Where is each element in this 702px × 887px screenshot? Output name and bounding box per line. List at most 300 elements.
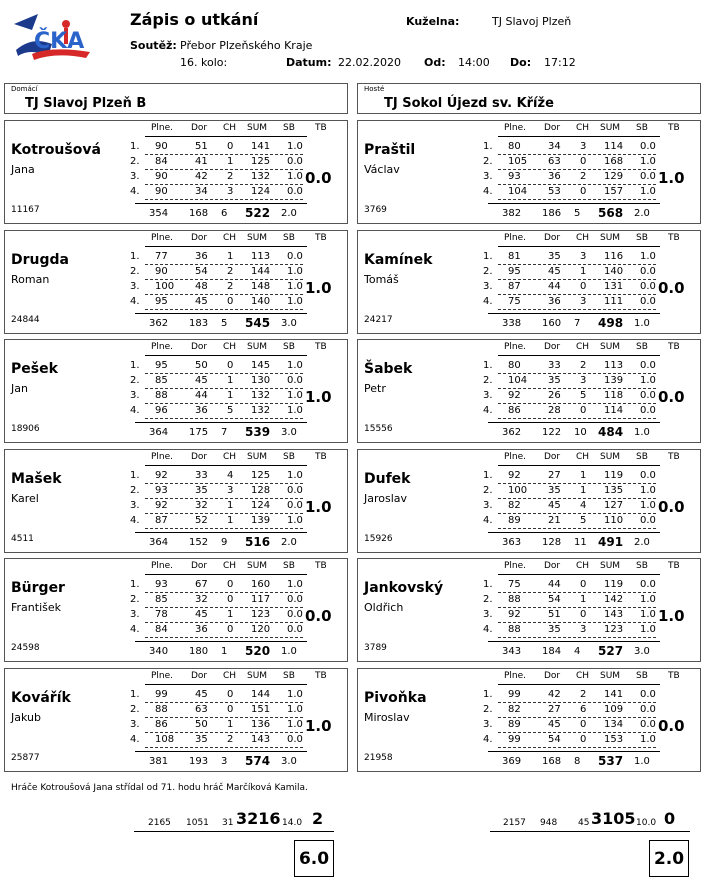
row-cell: 1.0 [640,734,656,745]
row-cell: 123 [251,609,271,620]
row-number: 1. [483,251,493,262]
sum-line [488,313,660,314]
row-separator [145,513,303,514]
row-cell: 124 [251,186,271,197]
row-separator [498,403,656,404]
throw-row [5,719,345,733]
row-cell: 36 [548,171,561,182]
row-cell: 4 [227,470,234,481]
throw-row [5,734,345,748]
player-total-cell: 7 [574,318,581,329]
row-separator [498,717,656,718]
row-cell: 6 [580,704,587,715]
row-cell: 127 [604,500,624,511]
player-total-cell: 3.0 [281,427,297,438]
column-header: SB [636,561,648,571]
player-total-cell: 338 [502,318,522,329]
column-header: SUM [247,342,268,352]
throw-row [358,390,698,404]
cka-logo [12,10,94,62]
row-cell: 0 [580,156,587,167]
throw-row [358,689,698,703]
column-header: Dor [544,233,561,243]
player-total-cell: 152 [189,537,209,548]
row-cell: 93 [155,485,168,496]
row-cell: 128 [251,485,271,496]
player-total-cell: 1 [221,646,228,657]
player-total-cell: 382 [502,208,522,219]
throw-row [358,485,698,499]
row-cell: 80 [508,360,521,371]
row-cell: 92 [508,390,521,401]
throw-row [5,704,345,718]
throw-row [5,390,345,404]
row-cell: 0.0 [287,485,303,496]
player-tb: 0.0 [658,279,685,297]
row-cell: 0.0 [640,515,656,526]
row-cell: 88 [508,624,521,635]
player-total-cell: 184 [542,646,562,657]
row-cell: 2 [580,360,587,371]
header-line [145,136,307,137]
column-header: TB [668,342,680,352]
row-number: 2. [130,375,140,386]
player-total-cell: 537 [598,754,624,768]
home-total-sb: 14.0 [282,818,303,828]
throw-row [5,624,345,638]
row-cell: 84 [155,156,168,167]
player-total-cell: 183 [189,318,209,329]
sum-line [488,751,660,752]
row-cell: 90 [155,171,168,182]
row-number: 1. [483,470,493,481]
away-team-box [357,83,701,114]
row-cell: 144 [251,266,271,277]
row-number: 4. [130,624,140,635]
row-number: 4. [130,515,140,526]
player-total-cell: 354 [149,208,169,219]
column-header: SB [636,671,648,681]
column-header: Dor [544,671,561,681]
row-cell: 45 [548,266,561,277]
row-separator [498,498,656,499]
row-cell: 35 [195,485,208,496]
throw-row [5,375,345,389]
row-cell: 95 [508,266,521,277]
row-separator [498,154,656,155]
player-total-cell: 7 [221,427,228,438]
player-surname: Bürger [11,580,65,596]
row-cell: 63 [548,156,561,167]
row-cell: 75 [508,579,521,590]
row-cell: 120 [251,624,271,635]
row-number: 4. [130,186,140,197]
player-first-name: Oldřich [364,601,404,614]
player-total-cell: 128 [542,537,562,548]
row-separator [145,717,303,718]
row-cell: 0.0 [287,156,303,167]
player-box [357,558,701,662]
row-cell: 125 [251,156,271,167]
player-first-name: Karel [11,492,39,505]
row-cell: 1 [227,251,234,262]
row-cell: 1.0 [287,171,303,182]
player-total-cell: 364 [149,537,169,548]
row-number: 3. [130,171,140,182]
row-cell: 45 [195,689,208,700]
player-tb: 1.0 [305,717,332,735]
row-cell: 105 [508,156,528,167]
player-surname: Mašek [11,471,62,487]
column-header: SUM [600,342,621,352]
row-cell: 3 [580,624,587,635]
player-tb: 1.0 [305,388,332,406]
column-header: Dor [544,342,561,352]
player-surname: Drugda [11,252,69,268]
column-header: Dor [191,233,208,243]
player-box [4,668,348,772]
row-cell: 34 [548,141,561,152]
player-total-cell: 5 [221,318,228,329]
column-header: SB [283,123,295,133]
row-separator [145,294,303,295]
row-cell: 1 [227,375,234,386]
sum-line [135,313,307,314]
player-box [4,120,348,224]
row-cell: 129 [604,171,624,182]
player-surname: Dufek [364,471,411,487]
row-cell: 113 [251,251,271,262]
throw-row [358,251,698,265]
throw-row [5,251,345,265]
row-cell: 1.0 [287,689,303,700]
end-value: 17:12 [544,56,576,69]
row-cell: 81 [508,251,521,262]
row-cell: 1 [580,485,587,496]
row-cell: 135 [604,485,624,496]
row-separator [498,388,656,389]
row-cell: 134 [604,719,624,730]
row-cell: 111 [604,296,624,307]
player-total-cell: 3.0 [281,318,297,329]
row-cell: 1 [580,266,587,277]
sum-line [135,641,307,642]
row-cell: 117 [251,594,271,605]
row-separator [145,373,303,374]
row-number: 4. [483,186,493,197]
home-team-name: TJ Slavoj Plzeň B [25,96,147,111]
row-cell: 92 [155,500,168,511]
player-total-cell: 574 [245,754,271,768]
row-cell: 92 [508,609,521,620]
column-header: SB [283,342,295,352]
player-box [357,230,701,334]
row-separator [145,483,303,484]
player-total-cell: 527 [598,644,624,658]
row-separator [145,418,303,419]
row-cell: 1 [227,515,234,526]
home-total-ch: 31 [222,818,234,828]
column-header: CH [223,233,237,243]
row-cell: 88 [155,390,168,401]
column-header: CH [576,671,590,681]
throw-row [5,281,345,295]
row-cell: 148 [251,281,271,292]
player-total-cell: 381 [149,756,169,767]
home-label: Domácí [11,85,38,93]
row-number: 2. [130,266,140,277]
column-header: Dor [544,452,561,462]
row-number: 1. [130,141,140,152]
column-header: SB [636,123,648,133]
row-cell: 88 [155,704,168,715]
player-total-cell: 2.0 [281,208,297,219]
column-header: CH [223,342,237,352]
throw-row [358,156,698,170]
throw-row [5,266,345,280]
column-header: Dor [191,561,208,571]
row-number: 3. [483,500,493,511]
player-total-cell: 340 [149,646,169,657]
row-cell: 0 [580,609,587,620]
player-total-cell: 1.0 [634,318,650,329]
row-cell: 3 [580,375,587,386]
row-number: 3. [483,609,493,620]
column-header: CH [576,123,590,133]
header-line [498,574,660,575]
column-header: Dor [191,452,208,462]
home-total-line [134,831,334,832]
player-total-cell: 11 [574,537,587,548]
row-separator [145,498,303,499]
player-total-cell: 168 [189,208,209,219]
row-cell: 28 [548,405,561,416]
player-id: 15556 [364,424,393,434]
row-separator [145,184,303,185]
throw-row [358,515,698,529]
header-line [145,574,307,575]
player-first-name: Václav [364,163,400,176]
player-total-cell: 5 [574,208,581,219]
row-cell: 51 [195,141,208,152]
player-total-cell: 186 [542,208,562,219]
player-surname: Praštil [364,142,416,158]
row-cell: 3 [580,296,587,307]
row-number: 2. [483,375,493,386]
row-cell: 2 [227,171,234,182]
row-cell: 0 [227,579,234,590]
player-surname: Jankovský [364,580,444,596]
soutez-value: Přebor Plzeňského Kraje [180,39,313,52]
row-cell: 143 [604,609,624,620]
row-cell: 93 [155,579,168,590]
row-cell: 125 [251,470,271,481]
row-cell: 0.0 [287,624,303,635]
row-cell: 119 [604,470,624,481]
player-tb: 1.0 [658,607,685,625]
row-cell: 0.0 [287,734,303,745]
player-first-name: Miroslav [364,711,410,724]
home-total-sum: 3216 [236,809,281,828]
row-cell: 0.0 [640,405,656,416]
row-cell: 90 [155,266,168,277]
throw-row [5,689,345,703]
row-cell: 33 [548,360,561,371]
player-total-cell: 10 [574,427,587,438]
row-number: 1. [130,251,140,262]
row-cell: 95 [155,360,168,371]
away-points-box: 2.0 [649,840,689,877]
row-cell: 54 [548,594,561,605]
row-cell: 54 [548,734,561,745]
column-header: Dor [191,342,208,352]
player-tb: 0.0 [658,717,685,735]
column-header: TB [668,123,680,133]
player-total-cell: 362 [502,427,522,438]
player-id: 24598 [11,643,40,653]
row-cell: 140 [604,266,624,277]
row-cell: 35 [548,251,561,262]
column-header: TB [668,452,680,462]
row-cell: 141 [604,689,624,700]
row-cell: 0.0 [287,375,303,386]
row-cell: 110 [604,515,624,526]
row-cell: 85 [155,375,168,386]
player-total-cell: 369 [502,756,522,767]
player-total-cell: 4 [574,646,581,657]
row-cell: 3 [227,186,234,197]
row-cell: 0 [227,360,234,371]
player-total-cell: 545 [245,316,271,330]
player-box [357,339,701,443]
row-cell: 1.0 [287,390,303,401]
row-cell: 132 [251,390,271,401]
row-number: 3. [130,390,140,401]
column-header: SUM [247,671,268,681]
player-surname: Pivoňka [364,690,427,706]
row-cell: 114 [604,141,624,152]
row-separator [498,637,656,638]
row-cell: 130 [251,375,271,386]
row-cell: 1.0 [287,281,303,292]
row-number: 2. [130,156,140,167]
column-header: CH [223,561,237,571]
player-total-cell: 516 [245,535,271,549]
row-cell: 1 [227,719,234,730]
away-total-plne: 2157 [503,818,526,828]
column-header: SUM [247,561,268,571]
player-surname: Pešek [11,361,58,377]
throw-row [5,186,345,200]
row-cell: 0.0 [640,470,656,481]
player-total-cell: 9 [221,537,228,548]
row-number: 2. [130,485,140,496]
row-cell: 1.0 [640,594,656,605]
away-total-line [490,831,690,832]
player-surname: Kovářík [11,690,71,706]
row-cell: 90 [155,186,168,197]
row-separator [145,264,303,265]
throw-row [358,141,698,155]
row-cell: 27 [548,470,561,481]
row-number: 3. [130,719,140,730]
row-number: 2. [483,156,493,167]
row-cell: 0.0 [640,266,656,277]
row-cell: 89 [508,719,521,730]
row-cell: 1 [580,594,587,605]
player-total-cell: 3.0 [634,646,650,657]
player-total-cell: 175 [189,427,209,438]
column-header: CH [576,342,590,352]
player-total-cell: 363 [502,537,522,548]
row-cell: 114 [604,405,624,416]
row-number: 4. [483,515,493,526]
row-cell: 0.0 [640,579,656,590]
row-cell: 84 [155,624,168,635]
row-cell: 2 [227,734,234,745]
row-cell: 1.0 [287,360,303,371]
away-team-name: TJ Sokol Újezd sv. Kříže [384,96,554,111]
throw-row [358,609,698,623]
row-cell: 139 [251,515,271,526]
row-cell: 77 [155,251,168,262]
row-separator [498,418,656,419]
throw-row [5,296,345,310]
row-cell: 54 [195,266,208,277]
column-header: Dor [191,123,208,133]
row-cell: 89 [508,515,521,526]
player-total-cell: 3 [221,756,228,767]
row-cell: 45 [548,719,561,730]
column-header: TB [668,671,680,681]
row-number: 4. [483,734,493,745]
row-cell: 35 [548,485,561,496]
throw-row [358,594,698,608]
throw-row [358,719,698,733]
row-cell: 26 [548,390,561,401]
throw-row [358,360,698,374]
row-cell: 87 [155,515,168,526]
player-total-cell: 1.0 [634,427,650,438]
column-header: Plne. [151,671,174,681]
substitution-note: Hráče Kotroušová Jana střídal od 71. hodu hráč Marčíková Kamila. [11,783,308,793]
end-label: Do: [510,56,532,69]
player-total-cell: 539 [245,425,271,439]
column-header: SUM [247,123,268,133]
throw-row [5,485,345,499]
player-total-cell: 362 [149,318,169,329]
soutez-label: Soutěž: [130,39,177,52]
row-number: 1. [483,579,493,590]
row-separator [498,592,656,593]
row-separator [498,373,656,374]
player-box [357,120,701,224]
row-cell: 0 [580,281,587,292]
row-cell: 1 [227,609,234,620]
player-box [4,558,348,662]
row-cell: 0 [227,624,234,635]
row-number: 2. [483,594,493,605]
player-total-cell: 168 [542,756,562,767]
column-header: TB [315,342,327,352]
row-cell: 118 [604,390,624,401]
player-total-cell: 3.0 [281,756,297,767]
throw-row [358,171,698,185]
column-header: SUM [600,561,621,571]
column-header: Plne. [151,233,174,243]
row-cell: 0.0 [287,594,303,605]
player-total-cell: 180 [189,646,209,657]
